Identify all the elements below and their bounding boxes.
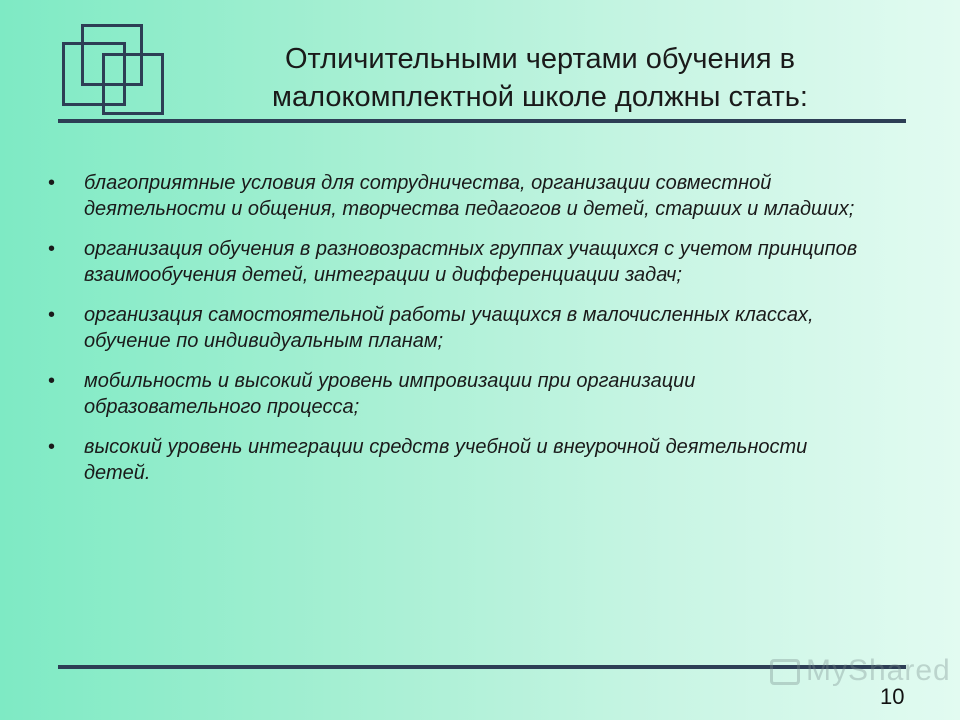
page-number: 10 — [880, 684, 905, 709]
bullet-item — [48, 236, 868, 288]
bullet-icon: • — [48, 304, 56, 326]
bullet-item — [48, 170, 868, 222]
bullet-item — [48, 302, 868, 354]
title-line-1: Отличительными чертами обучения в — [284, 43, 796, 75]
bullet-text: мобильность и высокий уровень импровизации при организации образовательного процесса; — [84, 370, 696, 418]
bullet-icon: • — [48, 238, 56, 260]
bullet-item — [48, 368, 868, 420]
bullet-text: благоприятные условия для сотрудничества, организации совместной деятельности и общения, творчества педагогов и детей, старших и младших; — [84, 172, 855, 220]
bullet-text: организация обучения в разновозрастных группах учащихся с учетом принципов взаимообучения детей, интеграции и дифференциации задач; — [84, 238, 858, 286]
overlapping-squares-icon — [62, 24, 167, 116]
square-right — [102, 53, 164, 115]
bullet-text: организация самостоятельной работы учащихся в малочисленных классах, обучение по индивидуальным планам; — [84, 304, 814, 352]
bullet-icon: • — [48, 370, 56, 392]
title-divider — [58, 119, 906, 123]
bullet-icon: • — [48, 436, 56, 458]
watermark — [770, 654, 951, 688]
shopping-cart-icon — [770, 659, 800, 685]
bullet-text: высокий уровень интеграции средств учебной и внеурочной деятельности детей. — [84, 436, 808, 484]
bullet-item — [48, 434, 868, 486]
bullet-icon: • — [48, 172, 56, 194]
bullet-list — [48, 170, 868, 500]
watermark-text: MyShared — [806, 654, 951, 687]
slide-title — [190, 40, 890, 116]
title-line-2: малокомплектной школе должны стать: — [272, 81, 808, 113]
